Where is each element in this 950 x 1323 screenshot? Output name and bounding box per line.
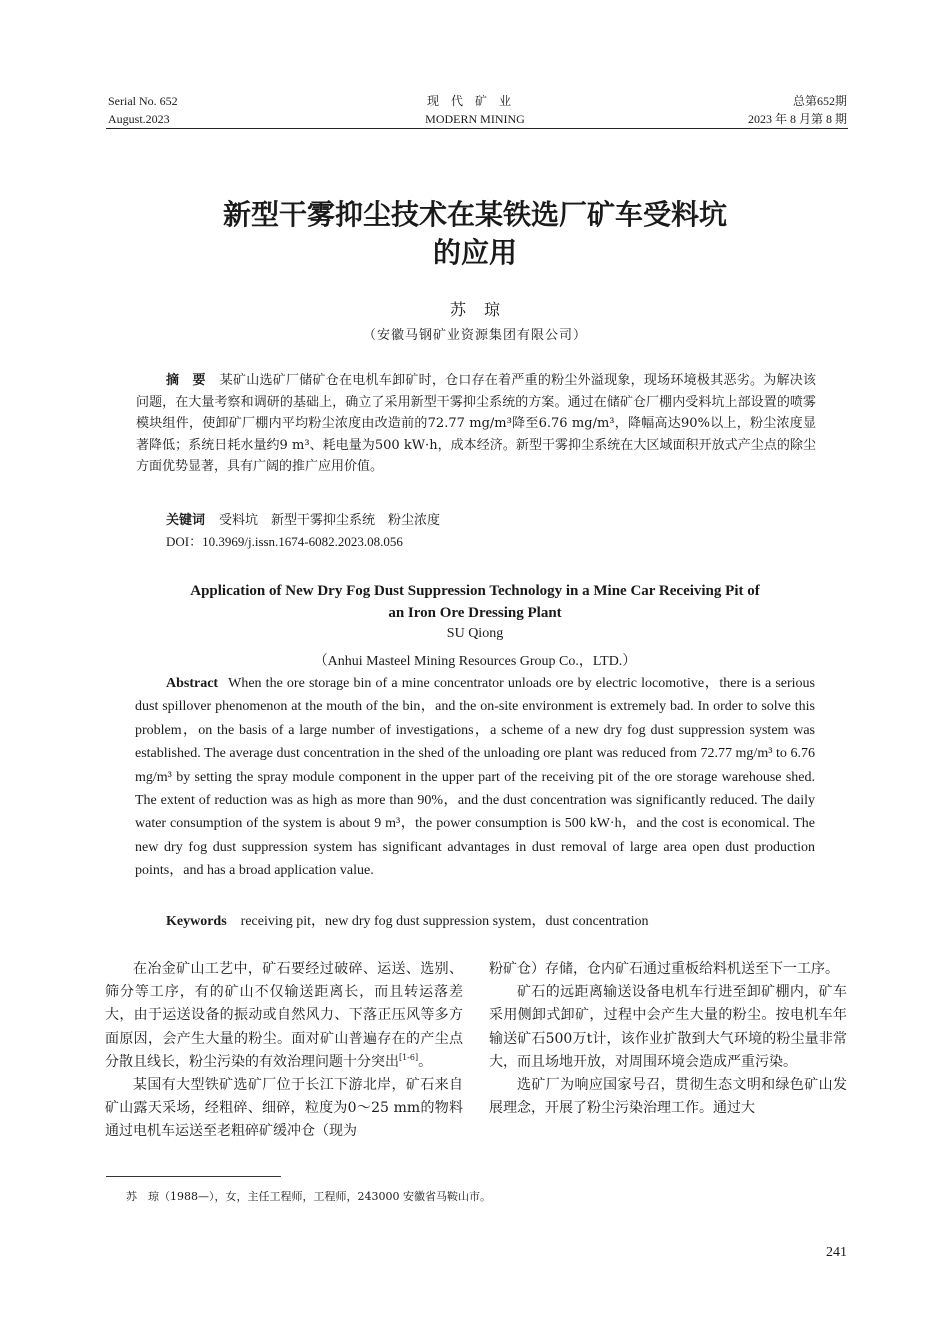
doi: DOI：10.3969/j.issn.1674-6082.2023.08.056 [166,534,403,549]
paragraph-text: 在冶金矿山工艺中，矿石要经过破碎、运送、选别、筛分等工序，有的矿山不仅输送距离长，而且转运落差大，由于运送设备的振动或自然风力、下落正压风等多方面原因，会产生大量的粉尘。面对矿山普遍存在的产尘点分散且线长，粉尘污染的有效治理问题十分突出 [105,961,463,1070]
keywords-en-label: Keywords [166,914,227,929]
header-rule [106,128,848,129]
english-affiliation: （Anhui Masteel Mining Resources Group Co.，LTD.） [313,654,637,669]
author-footnote: 苏 琼（1988—），女，主任工程师，工程师，243000 安徽省马鞍山市。 [126,1190,491,1203]
en-title-line-2: an Iron Ore Dressing Plant [388,605,562,621]
title-line-1: 新型干雾抑尘技术在某铁选厂矿车受料坑 [222,198,727,231]
article-title [0,196,950,272]
abstract-en-label: Abstract [166,676,219,691]
abstract-en [135,672,815,883]
affiliation: （安徽马钢矿业资源集团有限公司） [362,328,587,343]
body-paragraph [105,958,463,1074]
keywords-en-text: receiving pit，new dry fog dust suppression system，dust concentration [240,914,649,929]
header-right [748,92,847,128]
abstract-cn-label: 摘 要 [166,373,206,388]
keywords-cn [166,509,440,528]
serial-number: Serial No. 652 [108,94,178,108]
en-title-line-1: Application of New Dry Fog Dust Suppression Technology in a Mine Car Receiving Pit of [190,583,760,599]
footnote-rule [106,1176,281,1177]
abstract-en-text: When the ore storage bin of a mine concentrator unloads ore by electric locomotive，there is a serious dust spillover phenomenon at the mouth of the bin，and the on-site environment is extremely bad. In order to solve this problem，on the basis of a large number of investigations，a scheme of a new dry fog dust suppression system was established. The average dust concentration in the shed of the unloading ore plant was reduced from 72.77 mg/m³ to 6.76 mg/m³ by setting the spray module component in the upper part of the receiving pit of the ore storage warehouse shed. The extent of reduction was as high as more than 90%，and the dust concentration was significantly reduced. The daily water consumption of the system is about 9 m³，the power consumption is 500 kW·h，and the cost is economical. The new dry fog dust suppression system has significant advantages in dust removal of large area open dust production points，and has a broad application value. [135,676,815,879]
author-name: 苏琼 [449,300,518,319]
body-column-right [489,958,847,1120]
body-paragraph: 某国有大型铁矿选矿厂位于长江下游北岸，矿石来自矿山露天采场，经粗碎、细碎，粒度为0～25 mm的物料通过电机车运送至老粗碎矿缓冲仓（现为 [105,1077,463,1140]
body-paragraph: 选矿厂为响应国家号召，贯彻生态文明和绿色矿山发展理念，开展了粉尘污染治理工作。通过大 [489,1077,847,1117]
citation-ref: [1-6] [399,1052,419,1062]
english-author: SU Qiong [446,626,504,641]
abstract-cn-text: 某矿山选矿厂储矿仓在电机车卸矿时，仓口存在着严重的粉尘外溢现象，现场环境极其恶劣。为解决该问题，在大量考察和调研的基础上，确立了采用新型干雾抑尘系统的方案。通过在储矿仓厂棚内受料坑上部设置的喷雾模块组件，使卸矿厂棚内平均粉尘浓度由改造前的72.77 mg/m³降至6.76 mg/m³，降幅高达90%以上，粉尘浓度显著降低；系统日耗水量约9 m³、耗电量为500 kW·h，成本经济。新型干雾抑尘系统在大区域面积开放式产尘点的除尘方面优势显著，具有广阔的推广应用价值。 [136,373,816,474]
body-column-left [105,958,463,1144]
keywords-cn-text: 受料坑 新型干雾抑尘系统 粉尘浓度 [219,513,441,528]
body-paragraph: 粉矿仓）存储，仓内矿石通过重板给料机送至下一工序。 [489,961,839,977]
keywords-cn-label: 关键词 [166,513,206,528]
keywords-en [166,910,649,930]
issue-date-en: August.2023 [108,112,170,126]
page-number: 241 [826,1245,847,1260]
paragraph-end: 。 [418,1053,433,1070]
total-issue: 总第652期 [792,94,847,108]
abstract-cn [136,370,816,478]
title-line-2: 的应用 [432,236,517,269]
journal-name-cn: 现代矿业 [426,94,523,108]
journal-name-en: MODERN MINING [425,112,525,126]
issue-date-cn: 2023 年 8 月第 8 期 [747,112,847,126]
english-title [0,580,950,624]
body-paragraph: 矿石的远距离输送设备电机车行进至卸矿棚内，矿车采用侧卸式卸矿，过程中会产生大量的粉尘。按电机车年输送矿石500万t计，该作业扩散到大气环境的粉尘量非常大，而且场地开放，对周围环境会造成严重污染。 [489,984,847,1070]
